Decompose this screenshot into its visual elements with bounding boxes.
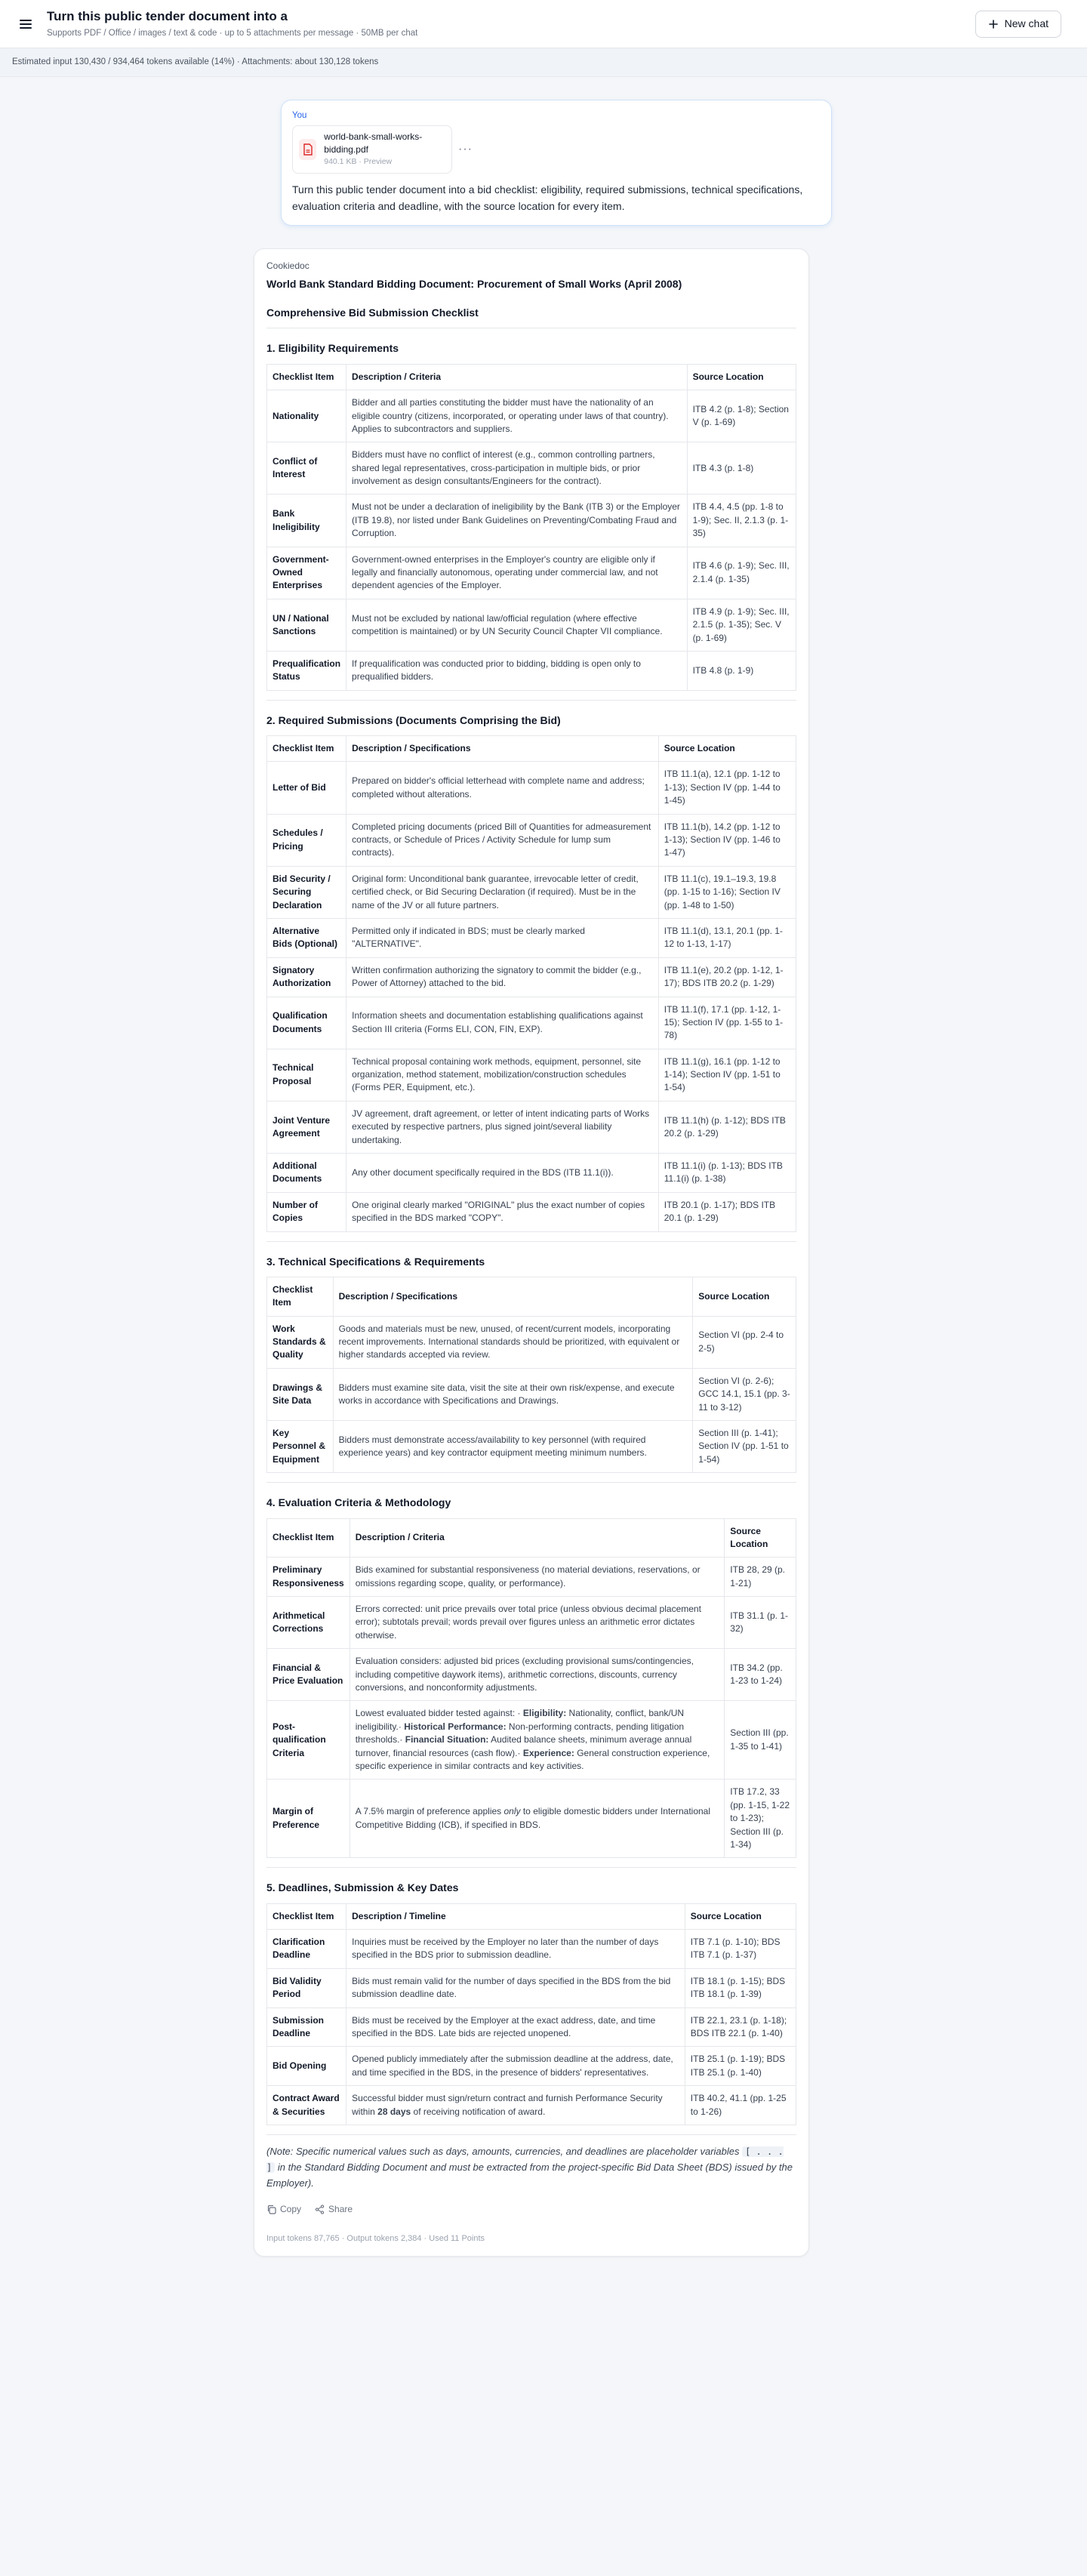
table-row bbox=[267, 1701, 796, 1779]
checklist-table bbox=[266, 735, 796, 1232]
table-row bbox=[267, 651, 796, 690]
item-description: Bidders must have no conflict of interest (e.g., common controlling partners, shared legal representatives, cross-participation in multiple bids, or prior involvement as design consultants/Engineers for the contract). bbox=[346, 442, 688, 495]
chat-thread bbox=[0, 77, 1087, 2287]
description-fragment: Historical Performance: bbox=[404, 1721, 507, 1732]
column-header: Description / Specifications bbox=[333, 1277, 693, 1316]
note-text-end: in the Standard Bidding Document and must be extracted from the project-specific Bid Data Sheet (BDS) issued by the Employer). bbox=[266, 2161, 793, 2189]
checklist-item: Qualification Documents bbox=[267, 997, 346, 1049]
checklist-table bbox=[266, 364, 796, 691]
item-description: Bidders must demonstrate access/availability to key personnel (with required experience years) and key contractor equipment meeting minimum numbers. bbox=[333, 1421, 693, 1473]
attachment-row bbox=[292, 125, 821, 174]
checklist-section bbox=[266, 1495, 796, 1868]
section-heading: 4. Evaluation Criteria & Methodology bbox=[266, 1496, 451, 1509]
table-row bbox=[267, 547, 796, 599]
source-location: ITB 34.2 (pp. 1-23 to 1-24) bbox=[725, 1649, 796, 1701]
table-row bbox=[267, 1597, 796, 1649]
checklist-item: Key Personnel & Equipment bbox=[267, 1421, 334, 1473]
column-header: Description / Specifications bbox=[346, 736, 659, 762]
new-chat-button[interactable] bbox=[975, 11, 1061, 38]
description-fragment: Nationality, conflict, bank/UN ineligibility.· bbox=[355, 1708, 685, 1732]
source-location: ITB 17.2, 33 (pp. 1-15, 1-22 to 1-23); Section III (p. 1-34) bbox=[725, 1779, 796, 1858]
checklist-table bbox=[266, 1277, 796, 1473]
table-row bbox=[267, 2086, 796, 2125]
column-header: Checklist Item bbox=[267, 736, 346, 762]
checklist-table bbox=[266, 1903, 796, 2125]
chat-title: Turn this public tender document into a bbox=[47, 8, 288, 23]
item-description: One original clearly marked "ORIGINAL" plus the exact number of copies specified in the BDS marked "COPY". bbox=[346, 1192, 659, 1231]
description-fragment: Eligibility: bbox=[522, 1708, 567, 1719]
hamburger-icon bbox=[18, 17, 33, 32]
section-heading: 1. Eligibility Requirements bbox=[266, 342, 399, 355]
item-description: Opened publicly immediately after the submission deadline at the address, date, and time specified in the BDS, in the presence of bidders' representatives. bbox=[346, 2047, 685, 2086]
source-location: ITB 25.1 (p. 1-19); BDS ITB 25.1 (p. 1-40) bbox=[685, 2047, 796, 2086]
table-row bbox=[267, 1154, 796, 1193]
source-location: ITB 28, 29 (p. 1-21) bbox=[725, 1558, 796, 1597]
item-description: Goods and materials must be new, unused, of recent/current models, incorporating recent improvements. International standards should be prioritized, with equivalent or higher standards accepted via review. bbox=[333, 1316, 693, 1368]
description-fragment: of receiving notification of award. bbox=[411, 2106, 546, 2117]
item-description: Original form: Unconditional bank guarantee, irrevocable letter of credit, certified check, or Bid Securing Declaration (if required). Must be in the name of the JV or all future partners. bbox=[346, 866, 659, 918]
header-text bbox=[47, 8, 975, 40]
source-location: ITB 11.1(d), 13.1, 20.1 (pp. 1-12 to 1-13, 1-17) bbox=[658, 918, 796, 957]
column-header: Source Location bbox=[687, 364, 796, 390]
checklist-item: Clarification Deadline bbox=[267, 1930, 346, 1969]
section-heading: 3. Technical Specifications & Requirements bbox=[266, 1255, 485, 1268]
column-header: Checklist Item bbox=[267, 364, 346, 390]
attachment-more-icon[interactable]: ··· bbox=[458, 143, 473, 156]
item-description: Completed pricing documents (priced Bill of Quantities for admeasurement contracts, or Schedule of Prices / Activity Schedule for lump sum contracts). bbox=[346, 814, 659, 866]
source-location: ITB 11.1(b), 14.2 (pp. 1-12 to 1-13); Section IV (pp. 1-46 to 1-47) bbox=[658, 814, 796, 866]
copy-button[interactable] bbox=[266, 2203, 301, 2216]
source-location: ITB 40.2, 41.1 (pp. 1-25 to 1-26) bbox=[685, 2086, 796, 2125]
item-description: JV agreement, draft agreement, or letter of intent indicating parts of Works executed by respective partners, plus signed joint/several liability undertaking. bbox=[346, 1101, 659, 1153]
source-location: ITB 4.2 (p. 1-8); Section V (p. 1-69) bbox=[687, 390, 796, 442]
item-description: Bidders must examine site data, visit the site at their own risk/expense, and execute works in accordance with Specifications and Drawings. bbox=[333, 1368, 693, 1420]
checklist-sections bbox=[266, 340, 796, 2134]
column-header: Description / Criteria bbox=[350, 1518, 725, 1558]
table-row bbox=[267, 442, 796, 495]
new-chat-label: New chat bbox=[1004, 17, 1049, 30]
column-header: Description / Timeline bbox=[346, 1903, 685, 1929]
item-description bbox=[346, 2086, 685, 2125]
source-location: ITB 4.6 (p. 1-9); Sec. III, 2.1.4 (p. 1-35) bbox=[687, 547, 796, 599]
attachment-chip[interactable] bbox=[292, 125, 452, 174]
checklist-item: Additional Documents bbox=[267, 1154, 346, 1193]
checklist-item: Bid Validity Period bbox=[267, 1968, 346, 2007]
source-location: ITB 22.1, 23.1 (p. 1-18); BDS ITB 22.1 (p. 1-40) bbox=[685, 2007, 796, 2047]
copy-icon bbox=[266, 2205, 276, 2214]
table-row bbox=[267, 1930, 796, 1969]
item-description: Errors corrected: unit price prevails over total price (unless obvious decimal placement error); subtotals prevail; words prevail over figures unless an arithmetic error dictates otherwise. bbox=[350, 1597, 725, 1649]
item-description: Bidder and all parties constituting the bidder must have the nationality of an eligible country (citizens, incorporated, or operating under laws of that country). Applies to subcontractors and suppliers. bbox=[346, 390, 688, 442]
item-description: Technical proposal containing work methods, equipment, personnel, site organization, method statement, mobilization/construction schedules (Forms PER, Equipment, etc.). bbox=[346, 1049, 659, 1101]
table-row bbox=[267, 1649, 796, 1701]
source-location: ITB 20.1 (p. 1-17); BDS ITB 20.1 (p. 1-29) bbox=[658, 1192, 796, 1231]
table-row bbox=[267, 1192, 796, 1231]
share-button[interactable] bbox=[315, 2203, 353, 2216]
placeholder-note bbox=[266, 2144, 796, 2191]
checklist-item: Bid Security / Securing Declaration bbox=[267, 866, 346, 918]
table-row bbox=[267, 762, 796, 814]
checklist-item: Bid Opening bbox=[267, 2047, 346, 2086]
table-header-row bbox=[267, 1518, 796, 1558]
item-description: Evaluation considers: adjusted bid prices (excluding provisional sums/contingencies, including competitive daywork items), arithmetic corrections, discounts, currency conversions, and nonconformity adjustments. bbox=[350, 1649, 725, 1701]
usage-stats: Input tokens 87,765 · Output tokens 2,384 · Used 11 Points bbox=[266, 2233, 485, 2243]
checklist-item: Signatory Authorization bbox=[267, 957, 346, 997]
placeholder-code: [ . . . ] bbox=[266, 2146, 784, 2173]
checklist-item: Arithmetical Corrections bbox=[267, 1597, 350, 1649]
attachment-meta: 940.1 KB · Preview bbox=[324, 157, 393, 167]
table-row bbox=[267, 918, 796, 957]
table-row bbox=[267, 866, 796, 918]
table-row bbox=[267, 814, 796, 866]
table-row bbox=[267, 1968, 796, 2007]
table-row bbox=[267, 1421, 796, 1473]
checklist-section bbox=[266, 1880, 796, 2135]
item-description: Inquiries must be received by the Employer no later than the number of days specified in the BDS prior to submission deadline. bbox=[346, 1930, 685, 1969]
token-usage-bar: Estimated input 130,430 / 934,464 tokens available (14%) · Attachments: about 130,128 tokens bbox=[0, 48, 1087, 77]
table-header-row bbox=[267, 1903, 796, 1929]
description-fragment: to eligible domestic bidders under International Competitive Bidding (ICB), if specified in BDS. bbox=[355, 1806, 710, 1830]
item-description: Government-owned enterprises in the Employer's country are eligible only if legally and financially autonomous, operating under commercial law, and not dependent agencies of the Employer. bbox=[346, 547, 688, 599]
checklist-item: Work Standards & Quality bbox=[267, 1316, 334, 1368]
table-row bbox=[267, 2047, 796, 2086]
item-description: Must not be under a declaration of ineligibility by the Bank (ITB 3) or the Employer (ITB 19.8), nor listed under Bank Guidelines on Preventing/Combating Fraud and Corruption. bbox=[346, 495, 688, 547]
checklist-item: Schedules / Pricing bbox=[267, 814, 346, 866]
source-location: ITB 4.8 (p. 1-9) bbox=[687, 651, 796, 690]
source-location: Section III (p. 1-41); Section IV (pp. 1-51 to 1-54) bbox=[693, 1421, 796, 1473]
table-row bbox=[267, 1049, 796, 1101]
column-header: Source Location bbox=[693, 1277, 796, 1316]
checklist-item: Margin of Preference bbox=[267, 1779, 350, 1858]
pdf-file-icon bbox=[299, 139, 316, 160]
column-header: Checklist Item bbox=[267, 1903, 346, 1929]
item-description: Information sheets and documentation establishing qualifications against Section III criteria (Forms ELI, CON, FIN, EXP). bbox=[346, 997, 659, 1049]
note-text-start: (Note: Specific numerical values such as days, amounts, currencies, and deadlines are placeholder variables bbox=[266, 2145, 743, 2157]
source-location: ITB 4.4, 4.5 (pp. 1-8 to 1-9); Sec. II, 2.1.3 (p. 1-35) bbox=[687, 495, 796, 547]
checklist-item: Submission Deadline bbox=[267, 2007, 346, 2047]
source-location: ITB 11.1(h) (p. 1-12); BDS ITB 20.2 (p. 1-29) bbox=[658, 1101, 796, 1153]
plus-icon bbox=[988, 19, 999, 29]
item-description: Bids must remain valid for the number of days specified in the BDS from the bid submission deadline date. bbox=[346, 1968, 685, 2007]
app-header bbox=[0, 0, 1087, 48]
checklist-section bbox=[266, 340, 796, 700]
copy-label: Copy bbox=[280, 2204, 302, 2215]
checklist-item: Alternative Bids (Optional) bbox=[267, 918, 346, 957]
source-location: Section VI (pp. 2-4 to 2-5) bbox=[693, 1316, 796, 1368]
attachment-name: world-bank-small-works-bidding.pdf bbox=[324, 131, 423, 156]
menu-button[interactable] bbox=[12, 11, 39, 38]
table-header-row bbox=[267, 736, 796, 762]
description-fragment: Experience: bbox=[522, 1747, 574, 1758]
checklist-item: Contract Award & Securities bbox=[267, 2086, 346, 2125]
column-header: Source Location bbox=[685, 1903, 796, 1929]
checklist-item: Financial & Price Evaluation bbox=[267, 1649, 350, 1701]
checklist-item: Prequalification Status bbox=[267, 651, 346, 690]
checklist-table bbox=[266, 1518, 796, 1859]
checklist-item: Conflict of Interest bbox=[267, 442, 346, 495]
share-icon bbox=[315, 2205, 325, 2214]
source-location: ITB 31.1 (p. 1-32) bbox=[725, 1597, 796, 1649]
source-location: Section VI (p. 2-6); GCC 14.1, 15.1 (pp. 3-11 to 3-12) bbox=[693, 1368, 796, 1420]
description-fragment: Audited balance sheets, minimum average annual turnover, financial resources (cash flow).· bbox=[355, 1734, 692, 1758]
table-row bbox=[267, 957, 796, 997]
table-row bbox=[267, 1558, 796, 1597]
table-header-row bbox=[267, 1277, 796, 1316]
document-title: World Bank Standard Bidding Document: Procurement of Small Works (April 2008) bbox=[266, 277, 682, 290]
source-location: ITB 11.1(e), 20.2 (pp. 1-12, 1-17); BDS ITB 20.2 (p. 1-29) bbox=[658, 957, 796, 997]
source-location: ITB 4.3 (p. 1-8) bbox=[687, 442, 796, 495]
assistant-message bbox=[254, 248, 809, 2256]
description-fragment: Non-performing contracts, pending litigation thresholds.· bbox=[355, 1721, 685, 1746]
checklist-section bbox=[266, 713, 796, 1242]
description-fragment: Successful bidder must sign/return contract and furnish Performance Security within bbox=[352, 2093, 663, 2117]
column-header: Checklist Item bbox=[267, 1518, 350, 1558]
message-actions bbox=[266, 2203, 796, 2216]
checklist-item: Bank Ineligibility bbox=[267, 495, 346, 547]
table-header-row bbox=[267, 364, 796, 390]
section-heading: 5. Deadlines, Submission & Key Dates bbox=[266, 1881, 459, 1894]
description-fragment: Financial Situation: bbox=[405, 1734, 489, 1746]
item-description: Must not be excluded by national law/official regulation (where effective competition is maintained) or by UN Security Council Chapter VII compliance. bbox=[346, 599, 688, 651]
column-header: Source Location bbox=[725, 1518, 796, 1558]
description-fragment: 28 days bbox=[377, 2106, 411, 2117]
table-row bbox=[267, 599, 796, 651]
source-location: ITB 11.1(g), 16.1 (pp. 1-12 to 1-14); Section IV (pp. 1-51 to 1-54) bbox=[658, 1049, 796, 1101]
user-role-label: You bbox=[292, 111, 307, 120]
table-row bbox=[267, 1101, 796, 1153]
item-description: Written confirmation authorizing the signatory to commit the bidder (e.g., Power of Attorney) attached to the bid. bbox=[346, 957, 659, 997]
item-description: Bids must be received by the Employer at the exact address, date, and time specified in the BDS. Late bids are rejected unopened. bbox=[346, 2007, 685, 2047]
checklist-item: Drawings & Site Data bbox=[267, 1368, 334, 1420]
item-description: Prepared on bidder's official letterhead with complete name and address; completed without alterations. bbox=[346, 762, 659, 814]
source-location: ITB 18.1 (p. 1-15); BDS ITB 18.1 (p. 1-39) bbox=[685, 1968, 796, 2007]
checklist-item: Nationality bbox=[267, 390, 346, 442]
table-row bbox=[267, 495, 796, 547]
table-row bbox=[267, 1316, 796, 1368]
assistant-name: Cookiedoc bbox=[266, 260, 309, 272]
source-location: ITB 11.1(a), 12.1 (pp. 1-12 to 1-13); Section IV (pp. 1-44 to 1-45) bbox=[658, 762, 796, 814]
section-heading: 2. Required Submissions (Documents Comprising the Bid) bbox=[266, 713, 561, 726]
checklist-item: Post-qualification Criteria bbox=[267, 1701, 350, 1779]
chat-subtitle: Supports PDF / Office / images / text & code · up to 5 attachments per message · 50MB per chat bbox=[47, 29, 418, 39]
item-description: Any other document specifically required in the BDS (ITB 11.1(i)). bbox=[346, 1154, 659, 1193]
checklist-item: Technical Proposal bbox=[267, 1049, 346, 1101]
source-location: ITB 7.1 (p. 1-10); BDS ITB 7.1 (p. 1-37) bbox=[685, 1930, 796, 1969]
table-row bbox=[267, 2007, 796, 2047]
share-label: Share bbox=[328, 2204, 353, 2215]
document-subtitle: Comprehensive Bid Submission Checklist bbox=[266, 305, 796, 328]
checklist-section bbox=[266, 1254, 796, 1484]
user-message bbox=[281, 100, 832, 226]
description-fragment: Lowest evaluated bidder tested against: · bbox=[355, 1708, 523, 1719]
item-description: If prequalification was conducted prior to bidding, bidding is open only to prequalified bidders. bbox=[346, 651, 688, 690]
description-fragment: A 7.5% margin of preference applies bbox=[355, 1806, 504, 1817]
item-description: Permitted only if indicated in BDS; must be clearly marked "ALTERNATIVE". bbox=[346, 918, 659, 957]
source-location: Section III (pp. 1-35 to 1-41) bbox=[725, 1701, 796, 1779]
checklist-item: Joint Venture Agreement bbox=[267, 1101, 346, 1153]
checklist-item: Preliminary Responsiveness bbox=[267, 1558, 350, 1597]
source-location: ITB 11.1(i) (p. 1-13); BDS ITB 11.1(i) (p. 1-38) bbox=[658, 1154, 796, 1193]
description-fragment: only bbox=[503, 1806, 521, 1817]
source-location: ITB 4.9 (p. 1-9); Sec. III, 2.1.5 (p. 1-35); Sec. V (p. 1-69) bbox=[687, 599, 796, 651]
table-row bbox=[267, 1368, 796, 1420]
table-row bbox=[267, 997, 796, 1049]
column-header: Source Location bbox=[658, 736, 796, 762]
item-description bbox=[350, 1779, 725, 1858]
table-row bbox=[267, 390, 796, 442]
user-message-text: Turn this public tender document into a bid checklist: eligibility, required submissions, technical specifications, evaluation criteria and deadline, with the source location for every item. bbox=[292, 183, 803, 213]
checklist-item: UN / National Sanctions bbox=[267, 599, 346, 651]
checklist-item: Number of Copies bbox=[267, 1192, 346, 1231]
source-location: ITB 11.1(f), 17.1 (pp. 1-12, 1-15); Section IV (pp. 1-55 to 1-78) bbox=[658, 997, 796, 1049]
item-description: Bids examined for substantial responsiveness (no material deviations, reservations, or omissions regarding scope, quality, or performance). bbox=[350, 1558, 725, 1597]
table-row bbox=[267, 1779, 796, 1858]
description-fragment: General construction experience, specific experience in similar contracts and key activities. bbox=[355, 1747, 710, 1771]
column-header: Checklist Item bbox=[267, 1277, 334, 1316]
checklist-item: Letter of Bid bbox=[267, 762, 346, 814]
checklist-item: Government-Owned Enterprises bbox=[267, 547, 346, 599]
source-location: ITB 11.1(c), 19.1–19.3, 19.8 (pp. 1-15 to 1-16); Section IV (pp. 1-48 to 1-50) bbox=[658, 866, 796, 918]
item-description bbox=[350, 1701, 725, 1779]
column-header: Description / Criteria bbox=[346, 364, 688, 390]
